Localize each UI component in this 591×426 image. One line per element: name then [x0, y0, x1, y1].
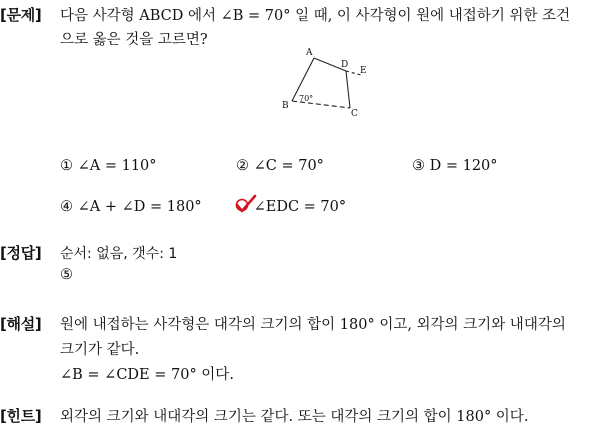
- side-dc: [346, 71, 350, 108]
- answer-text-line1: 순서: 없음, 갯수: 1: [60, 246, 178, 262]
- choice-2: [236, 158, 324, 174]
- choice-5-text: ∠EDC = 70°: [253, 199, 347, 215]
- check-mark-icon: [234, 194, 258, 214]
- angle-label-b: 70°: [299, 94, 314, 103]
- extension-de: [346, 71, 361, 75]
- answer-label: [정답]: [0, 244, 42, 262]
- point-label-d: D: [341, 60, 349, 70]
- choice-2-number: ②: [236, 158, 249, 174]
- answer-text-line2: ⑤: [60, 267, 73, 283]
- choice-4-text: ∠A + ∠D = 180°: [77, 199, 202, 215]
- explanation-text-line3: ∠B = ∠CDE = 70° 이다.: [60, 367, 234, 383]
- choice-3-number: ③: [412, 158, 425, 174]
- hint-label: [힌트]: [0, 407, 42, 425]
- explanation-text-line1: 원에 내접하는 사각형은 대각의 크기의 합이 180° 이고, 외각의 크기와 내대각의: [60, 317, 566, 333]
- explanation-text-line2: 크기가 같다.: [60, 342, 140, 358]
- choice-4-number: ④: [60, 199, 73, 215]
- point-label-c: C: [351, 109, 358, 119]
- choice-2-text: ∠C = 70°: [253, 158, 324, 174]
- point-label-b: B: [282, 101, 289, 111]
- quadrilateral-figure: [278, 46, 374, 122]
- choice-1-number: ①: [60, 158, 73, 174]
- choice-1: [60, 158, 157, 174]
- point-label-e: E: [360, 66, 367, 76]
- explanation-label: [해설]: [0, 315, 42, 333]
- choice-3: [412, 158, 498, 174]
- problem-label: [문제]: [0, 6, 42, 24]
- hint-text-line1: 외각의 크기와 내대각의 크기는 같다. 또는 대각의 크기의 합이 180° 이다.: [60, 409, 529, 425]
- problem-text-line2: 으로 옳은 것을 고르면?: [60, 32, 208, 48]
- problem-text-line1: 다음 사각형 ABCD 에서 ∠B = 70° 일 때, 이 사각형이 원에 내접하기 위한 조건: [60, 8, 571, 24]
- point-label-a: A: [306, 48, 313, 58]
- choice-4: [60, 199, 202, 215]
- choice-3-text: D = 120°: [429, 158, 498, 174]
- choice-1-text: ∠A = 110°: [77, 158, 157, 174]
